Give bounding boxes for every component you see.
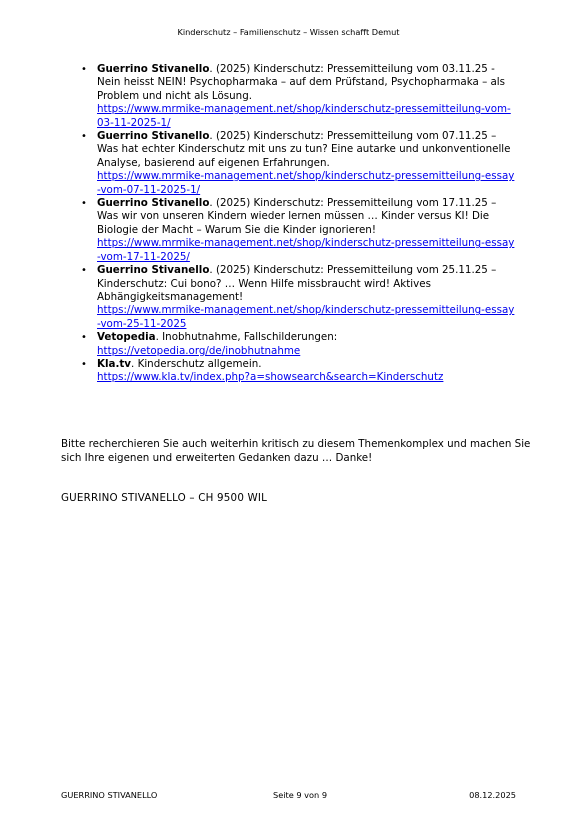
reference-author: Guerrino Stivanello [97, 197, 210, 210]
reference-text: (2025) Kinderschutz: Pressemitteilung vom 03.11.25 - Nein heisst NEIN! Psychopharmaka – auf dem Prüfstand, Psychopharmaka – als Problem und nicht als Lösung. [97, 63, 506, 102]
reference-dot: . [209, 63, 213, 75]
footer-author: GUERRINO STIVANELLO [61, 790, 158, 800]
reference-dot: . [131, 357, 135, 370]
reference-author: Guerrino Stivanello [97, 130, 210, 143]
reference-text: (2025) Kinderschutz: Pressemitteilung vom 25.11.25 – Kinderschutz: Cui bono? … Wenn Hilfe missbraucht wird! Aktives Abhängigkeitsmanagement! [97, 264, 497, 303]
header-title: Kinderschutz – Familienschutz – Wissen schafft Demut [177, 27, 400, 37]
bullet-icon: • [81, 358, 87, 370]
bullet-icon: • [81, 265, 87, 277]
reference-author: Guerrino Stivanello [97, 264, 210, 277]
reference-text: (2025) Kinderschutz: Pressemitteilung vom 17.11.25 – Was wir von unseren Kindern wieder lernen müssen … Kinder versus KI! Die Biologie der Macht – Warum Sie die Kinder ignorieren! [97, 197, 497, 236]
list-item [81, 357, 517, 385]
footer-date: 08.12.2025 [469, 790, 516, 800]
reference-dot: . [209, 264, 213, 277]
list-item [81, 331, 517, 358]
page-header [0, 27, 577, 37]
bullet-icon: • [81, 64, 87, 75]
signature-line: GUERRINO STIVANELLO – CH 9500 WIL [61, 492, 268, 504]
bullet-icon: • [81, 332, 87, 344]
reference-link[interactable]: https://www.mrmike-management.net/shop/kinderschutz-pressemitteilung-essay-vom-07-11-2025-1/ [97, 170, 515, 196]
footer-page-number: Seite 9 von 9 [273, 790, 328, 800]
closing-paragraph: Bitte recherchieren Sie auch weiterhin kritisch zu diesem Themenkomplex und machen Sie sich Ihre eigenen und erweiterten Gedanken dazu … Danke! [61, 438, 531, 464]
bullet-icon: • [81, 131, 87, 143]
reference-author: Vetopedia [97, 331, 156, 344]
list-item [81, 63, 517, 130]
reference-dot: . [155, 331, 159, 344]
reference-text: Kinderschutz allgemein. [134, 357, 262, 370]
reference-author: Kla.tv [97, 357, 132, 370]
reference-link[interactable]: https://www.kla.tv/index.php?a=showsearch&search=Kinderschutz [97, 371, 444, 384]
reference-dot: . [209, 197, 213, 210]
reference-text: Inobhutnahme, Fallschilderungen: [158, 331, 338, 344]
list-item [81, 264, 517, 331]
reference-link[interactable]: https://www.mrmike-management.net/shop/kinderschutz-pressemitteilung-essay-vom-17-11-2025/ [97, 237, 515, 263]
list-item [81, 197, 517, 264]
reference-link[interactable]: https://www.mrmike-management.net/shop/kinderschutz-pressemitteilung-vom-03-11-2025-1/ [97, 103, 511, 129]
reference-author: Guerrino Stivanello [97, 63, 210, 75]
reference-text: (2025) Kinderschutz: Pressemitteilung vom 07.11.25 – Was hat echter Kinderschutz mit uns zu tun? Eine autarke und unkonventionelle Analyse, basierend auf eigenen Erfahrungen. [97, 130, 511, 169]
bullet-icon: • [81, 198, 87, 210]
reference-list [81, 63, 517, 385]
reference-link[interactable]: https://vetopedia.org/de/inobhutnahme [97, 344, 301, 357]
reference-dot: . [209, 130, 213, 143]
reference-link[interactable]: https://www.mrmike-management.net/shop/kinderschutz-pressemitteilung-essay-vom-25-11-2025 [97, 304, 515, 330]
list-item [81, 130, 517, 197]
